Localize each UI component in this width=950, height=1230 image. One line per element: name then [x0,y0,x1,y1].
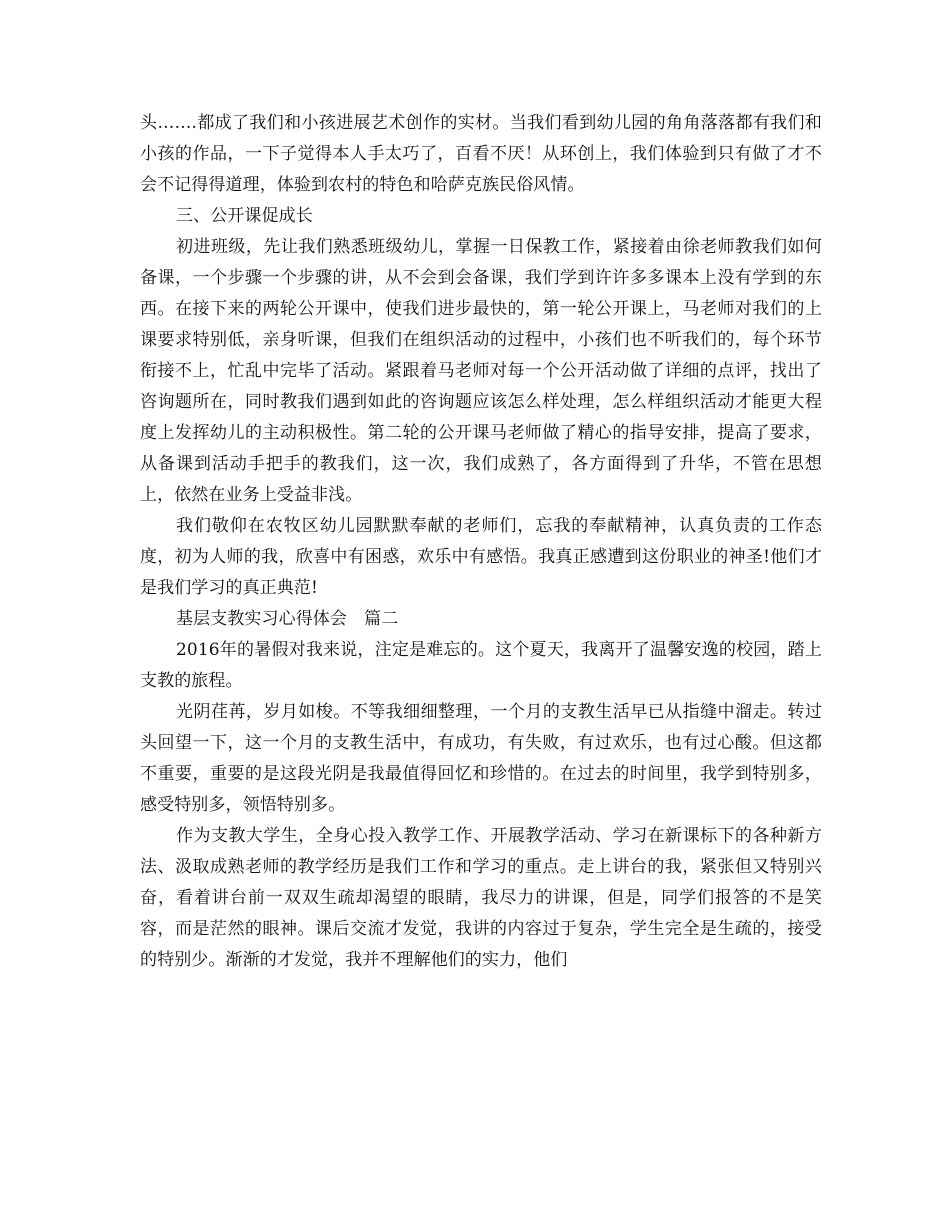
paragraph-time-flies: 光阴荏苒，岁月如梭。不等我细细整理，一个月的支教生活早已从指缝中溜走。转过头回望一下，这一个月的支教生活中，有成功，有失败，有过欢乐，也有过心酸。但这都不重要，重要的是这段光阴是我最值得回忆和珍惜的。在过去的时间里，我学到特别多，感受特别多，领悟特别多。 [140,702,822,815]
paragraph-open-class: 初进班级，先让我们熟悉班级幼儿，掌握一日保教工作，紧接着由徐老师教我们如何备课，一个步骤一个步骤的讲，从不会到会备课，我们学到许许多多课本上没有学到的东西。在接下来的两轮公开课中，使我们进步最快的，第一轮公开课上，马老师对我们的上课要求特别低，亲身听课，但我们在组织活动的过程中，小孩们也不听我们的，每个环节衔接不上，忙乱中完毕了活动。紧跟着马老师对每一个公开活动做了详细的点评，找出了咨询题所在，同时教我们遇到如此的咨询题应该怎么样处理，怎么样组织活动才能更大程度上发挥幼儿的主动积极性。第二轮的公开课马老师做了精心的指导安排，提高了要求，从备课到活动手把手的教我们，这一次，我们成熟了，各方面得到了升华，不管在思想上，依然在业务上受益非浅。 [140,237,822,505]
paragraph-continuation: 头…….都成了我们和小孩进展艺术创作的实材。当我们看到幼儿园的角角落落都有我们和小孩的作品，一下子觉得本人手太巧了，百看不厌！从环创上，我们体验到只有做了才不会不记得得道理，体验到农村的特色和哈萨克族民俗风情。 [140,113,822,195]
article-heading-part-two: 基层支教实习心得体会 篇二 [176,609,399,629]
paragraph-respect-teachers: 我们敬仰在农牧区幼儿园默默奉献的老师们，忘我的奉献精神，认真负责的工作态度，初为人师的我，欣喜中有困惑，欢乐中有感悟。我真正感遭到这份职业的神圣!他们才是我们学习的真正典范! [140,516,822,598]
paragraph-summer-2016: 2016年的暑假对我来说，注定是难忘的。这个夏天，我离开了温馨安逸的校园，踏上支教的旅程。 [140,640,822,691]
document-page [140,108,822,976]
section-heading-open-class: 三、公开课促成长 [176,206,313,226]
paragraph-volunteer-teaching: 作为支教大学生，全身心投入教学工作、开展教学活动、学习在新课标下的各种新方法、汲取成熟老师的教学经历是我们工作和学习的重点。走上讲台的我，紧张但又特别兴奋，看着讲台前一双双生疏却渴望的眼睛，我尽力的讲课，但是，同学们报答的不是笑容，而是茫然的眼神。课后交流才发觉，我讲的内容过于复杂，学生完全是生疏的，接受的特别少。渐渐的才发觉，我并不理解他们的实力，他们 [140,826,822,970]
